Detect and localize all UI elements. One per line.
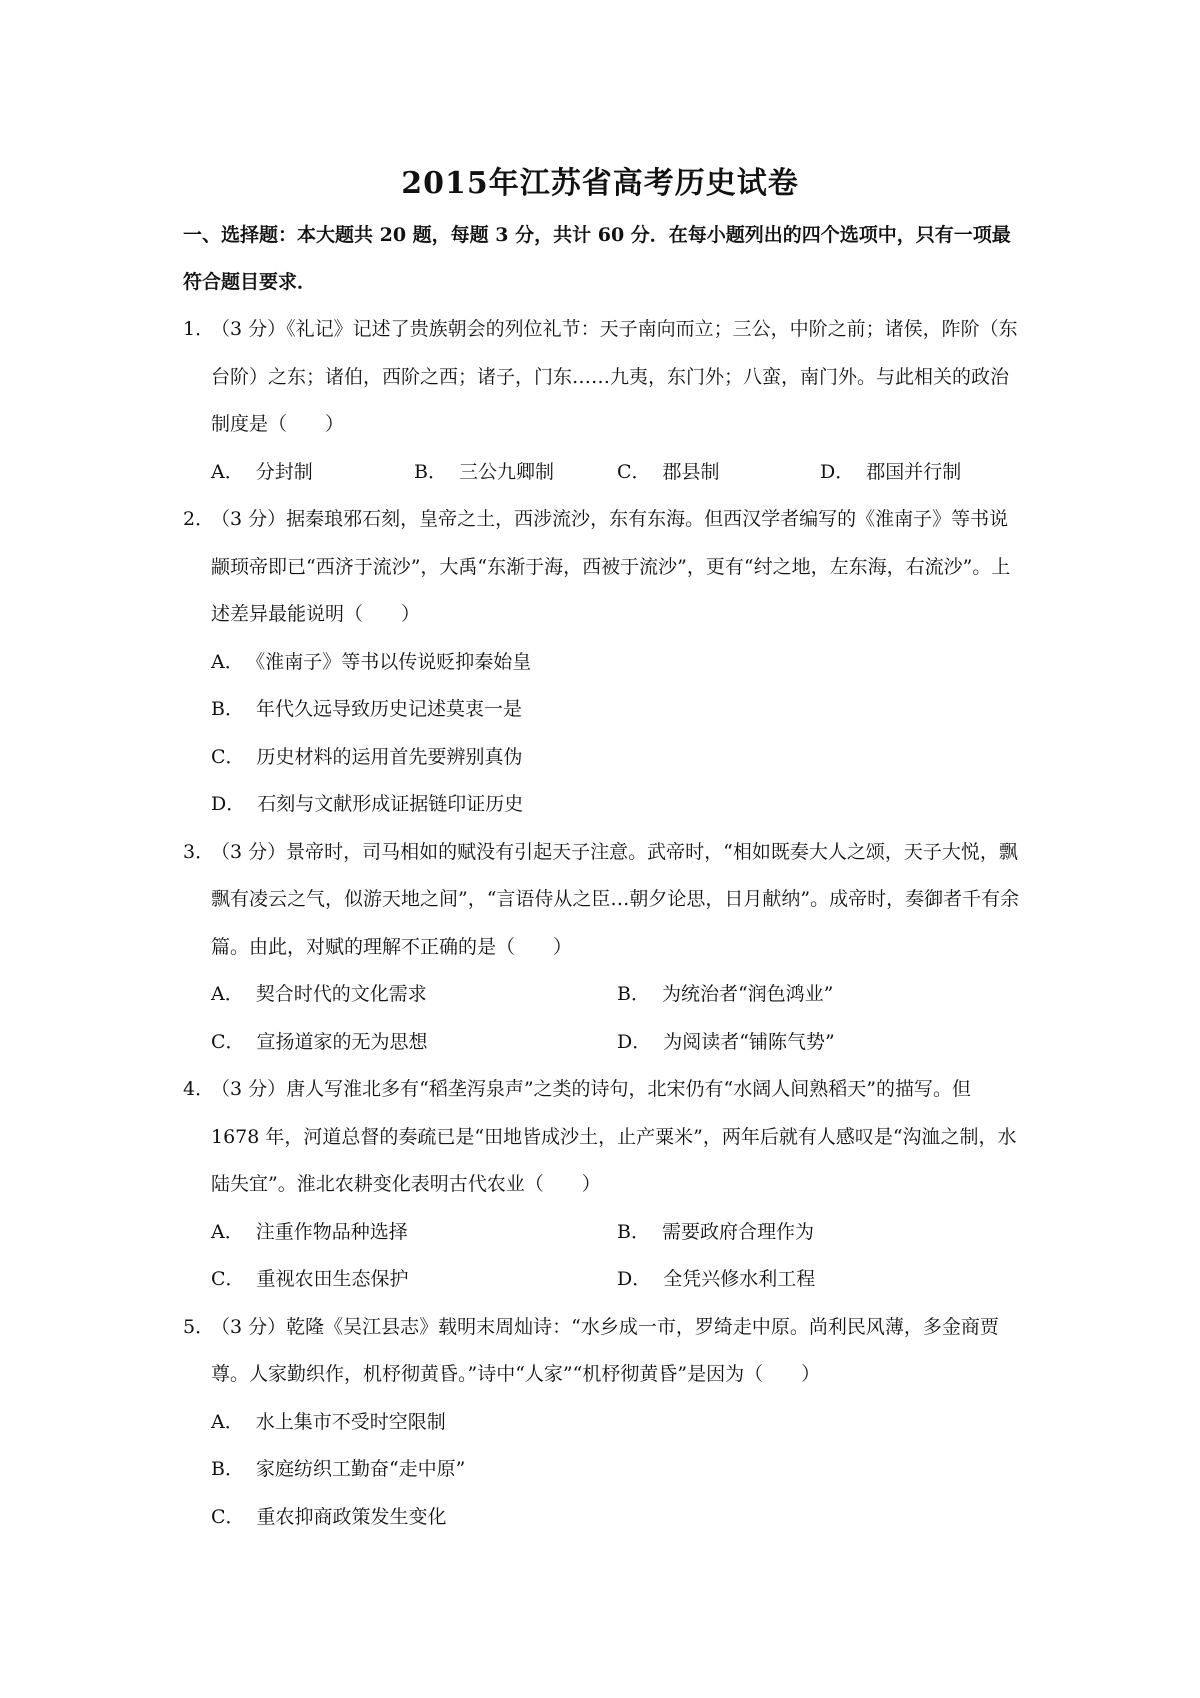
option-letter: D． <box>820 460 855 483</box>
option-letter: A． <box>211 650 244 673</box>
option-text: 注重作物品种选择 <box>255 1220 408 1243</box>
question-number: 5． <box>183 1315 215 1338</box>
option-letter: A． <box>211 460 244 483</box>
option-letter: C． <box>211 745 245 768</box>
option-b[interactable] <box>617 971 1023 1019</box>
question-number: 4． <box>183 1078 215 1100</box>
option-a[interactable] <box>211 1209 617 1257</box>
option-b[interactable] <box>414 449 617 497</box>
option-c[interactable] <box>211 1256 617 1304</box>
options-row <box>183 1256 1023 1304</box>
option-letter: C． <box>211 1030 245 1053</box>
option-a[interactable] <box>211 449 414 497</box>
question-text: （3 分）景帝时，司马相如的赋没有引起天子注意。武帝时，“相如既奏大人之颂，天子大悦，飘飘有凌云之气，似游天地之间”，“言语侍从之臣…朝夕论思，日月献纳”。成帝时，奏御者千有余篇。由此，对赋的理解不正确的是（ ） <box>211 840 1020 958</box>
question-text: （3 分）据秦琅邪石刻，皇帝之土，西涉流沙，东有东海。但西汉学者编写的《淮南子》等书说颛顼帝即已“西济于流沙”，大禹“东渐于海，西被于流沙”，更有“纣之地，左东海，右流沙”。上述差异最能说明（ ） <box>211 508 1011 625</box>
option-text: 重农抑商政策发生变化 <box>256 1505 447 1528</box>
option-text: 郡国并行制 <box>866 460 962 483</box>
option-text: 年代久远导致历史记述莫衷一是 <box>255 698 522 720</box>
option-d[interactable] <box>183 781 1023 829</box>
option-d[interactable] <box>820 449 1023 497</box>
option-text: 为统治者“润色鸿业” <box>661 983 834 1005</box>
question-text: （3 分）《礼记》记述了贵族朝会的列位礼节：天子南向而立；三公，中阶之前；诸侯，阼阶（东台阶）之东；诸伯，西阶之西；诸子，门东……九夷，东门外；八蛮，南门外。与此相关的政治制度是（ ） <box>211 318 1018 435</box>
option-letter: D． <box>617 1030 652 1053</box>
page-title: 2015年江苏省高考历史试卷 <box>401 166 799 201</box>
option-a[interactable] <box>183 639 1023 687</box>
option-c[interactable] <box>183 734 1023 782</box>
option-text: 水上集市不受时空限制 <box>255 1410 446 1433</box>
option-text: 石刻与文献形成证据链印证历史 <box>257 793 524 815</box>
question-stem <box>183 1066 1023 1209</box>
option-letter: A． <box>211 1220 244 1243</box>
option-c[interactable] <box>617 449 820 497</box>
option-letter: D． <box>211 793 246 815</box>
option-d[interactable] <box>617 1019 1023 1067</box>
option-a[interactable] <box>183 1399 1023 1447</box>
option-letter: C． <box>617 460 651 483</box>
option-text: 家庭纺织工勤奋“走中原” <box>255 1458 466 1480</box>
option-letter: B． <box>617 983 650 1005</box>
option-text: 为阅读者“铺陈气势” <box>663 1030 835 1053</box>
section-header: 一、选择题：本大题共 20 题，每题 3 分，共计 60 分．在每小题列出的四个选项中，只有一项最符合题目要求． <box>183 224 1011 293</box>
question-stem <box>183 306 1023 449</box>
question-list <box>183 306 1023 1541</box>
question-number: 3． <box>183 840 215 863</box>
option-text: 需要政府合理作为 <box>661 1220 814 1243</box>
option-letter: A． <box>211 1410 244 1433</box>
option-b[interactable] <box>183 686 1023 734</box>
question-number: 1． <box>183 318 215 340</box>
option-letter: B． <box>617 1220 650 1243</box>
option-letter: A． <box>211 983 244 1005</box>
question-stem <box>183 496 1023 639</box>
question-4 <box>183 1066 1023 1304</box>
question-3 <box>183 829 1023 1067</box>
option-b[interactable] <box>183 1446 1023 1494</box>
option-letter: B． <box>211 698 244 720</box>
options-row <box>183 1209 1023 1257</box>
option-c[interactable] <box>211 1019 617 1067</box>
option-letter: C． <box>211 1505 245 1528</box>
option-text: 历史材料的运用首先要辨别真伪 <box>256 745 523 768</box>
question-text: （3 分）乾隆《吴江县志》载明末周灿诗：“水乡成一市，罗绮走中原。尚利民风薄，多金商贾尊。人家勤织作，机杼彻黄昏。”诗中“人家”“机杼彻黄昏”是因为（ ） <box>211 1315 999 1385</box>
option-text: 三公九卿制 <box>458 460 554 483</box>
option-text: 郡县制 <box>662 460 720 483</box>
option-text: 《淮南子》等书以传说贬抑秦始皇 <box>255 650 532 673</box>
option-letter: C． <box>211 1268 245 1290</box>
options-row <box>183 449 1023 497</box>
option-b[interactable] <box>617 1209 1023 1257</box>
question-text: （3 分）唐人写淮北多有“稻垄泻泉声”之类的诗句，北宋仍有“水阔人间熟稻天”的描写。但 1678 年，河道总督的奏疏已是“田地皆成沙土，止产粟米”，两年后就有人感叹是“沟洫之制，水陆失宜”。淮北农耕变化表明古代农业（ ） <box>211 1078 1017 1195</box>
option-letter: B． <box>414 460 447 483</box>
question-1 <box>183 306 1023 496</box>
option-c[interactable] <box>183 1494 1023 1542</box>
option-text: 重视农田生态保护 <box>256 1268 409 1290</box>
option-text: 宣扬道家的无为思想 <box>256 1030 428 1053</box>
question-number: 2． <box>183 508 215 530</box>
option-a[interactable] <box>211 971 617 1019</box>
question-stem <box>183 829 1023 972</box>
option-text: 分封制 <box>255 460 313 483</box>
option-letter: B． <box>211 1458 244 1480</box>
options-row <box>183 971 1023 1019</box>
question-2 <box>183 496 1023 829</box>
option-letter: D． <box>617 1268 652 1290</box>
option-d[interactable] <box>617 1256 1023 1304</box>
question-5 <box>183 1304 1023 1542</box>
option-text: 全凭兴修水利工程 <box>663 1268 816 1290</box>
question-stem <box>183 1304 1023 1399</box>
options-row <box>183 1019 1023 1067</box>
option-text: 契合时代的文化需求 <box>255 983 427 1005</box>
